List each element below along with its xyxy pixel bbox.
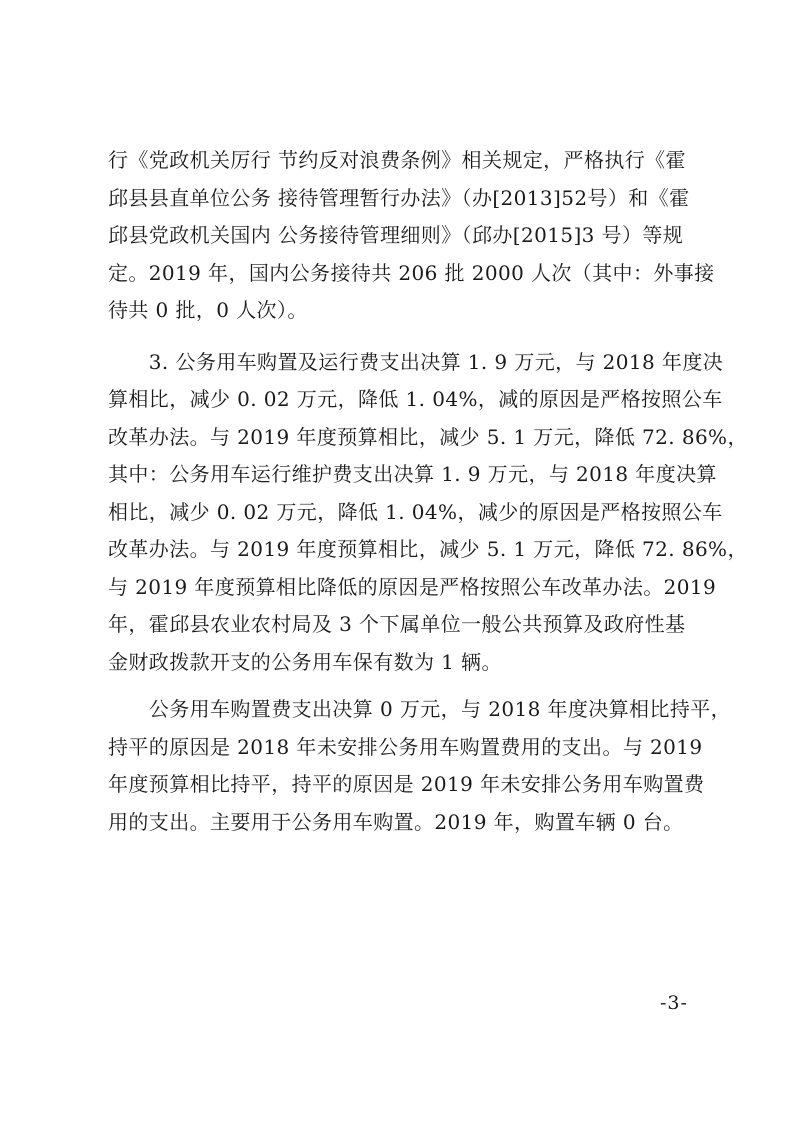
text-line: 与 2019 年度预算相比降低的原因是严格按照公车改革办法。2019 [108, 574, 717, 599]
text-line: 公务用车购置费支出决算 0 万元，与 2018 年度决算相比持平， [108, 697, 732, 721]
text-line: 行《党政机关厉行 节约反对浪费条例》相关规定，严格执行《霍 [108, 148, 686, 172]
page-number: -3- [660, 992, 688, 1014]
text-line: 年，霍邱县农业农村局及 3 个下属单位一般公共预算及政府性基 [108, 612, 686, 636]
text-line: 待共 0 批，0 人次）。 [108, 298, 308, 322]
text-line: 用的支出。主要用于公务用车购置。2019 年，购置车辆 0 台。 [108, 809, 684, 834]
text-line: 邱县县直单位公务 接待管理暂行办法》（办[2013]52号）和《霍 [108, 185, 690, 210]
paragraph-reception [108, 142, 715, 330]
text-line: 年度预算相比持平，持平的原因是 2019 年未安排公务用车购置费 [108, 772, 705, 796]
text-line: 定。2019 年，国内公务接待共 206 批 2000 人次（其中：外事接 [108, 260, 715, 285]
text-line: 改革办法。与 2019 年度预算相比，减少 5. 1 万元，降低 72. 86%， [108, 424, 748, 449]
paragraph-vehicle-operation [108, 344, 748, 682]
text-line: 改革办法。与 2019 年度预算相比，减少 5. 1 万元，降低 72. 86%， [108, 537, 748, 561]
text-line: 3. 公务用车购置及运行费支出决算 1. 9 万元，与 2018 年度决 [108, 349, 724, 374]
text-line: 持平的原因是 2018 年未安排公务用车购置费用的支出。与 2019 [108, 734, 703, 759]
text-line: 金财政拨款开支的公务用车保有数为 1 辆。 [108, 649, 502, 674]
text-line: 其中：公务用车运行维护费支出决算 1. 9 万元，与 2018 年度决算 [108, 462, 717, 486]
text-line: 相比，减少 0. 02 万元，降低 1. 04%，减少的原因是严格按照公车 [108, 499, 723, 524]
text-line: 算相比，减少 0. 02 万元，降低 1. 04%，减的原因是严格按照公车 [108, 387, 723, 411]
paragraph-vehicle-purchase [108, 691, 732, 841]
text-line: 邱县党政机关国内 公务接待管理细则》（邱办[2015]3 号）等规 [108, 223, 684, 247]
document-body [108, 142, 748, 841]
